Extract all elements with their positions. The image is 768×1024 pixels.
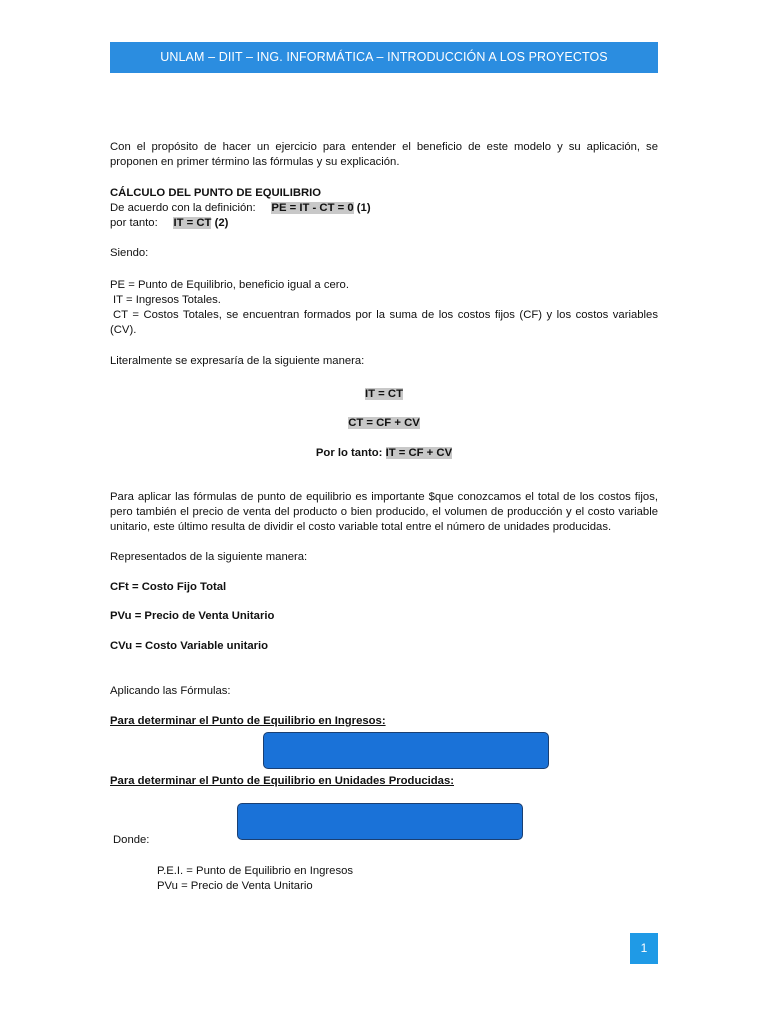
page-number: 1 <box>630 933 658 964</box>
equation-2 <box>110 416 658 431</box>
pvu-unit-definition: PVu = Precio de Venta Unitario <box>157 880 313 892</box>
pe-formula-ref: (1) <box>356 202 371 214</box>
it-ct-formula: IT = CT <box>173 217 212 229</box>
equation-2-text: CT = CF + CV <box>348 417 420 429</box>
pei-definition: P.E.I. = Punto de Equilibrio en Ingresos <box>157 865 354 877</box>
where-label: Donde: <box>113 834 150 846</box>
page-header: UNLAM – DIIT – ING. INFORMÁTICA – INTRODUCCIÓN A LOS PROYECTOS INFORMÁTICOS <box>110 42 658 73</box>
intro-paragraph: Con el propósito de hacer un ejercicio para entender el beneficio de este modelo y su aplicación, se proponen en primer término las fórmulas y su explicación. <box>110 141 658 168</box>
pe-income-heading: Para determinar el Punto de Equilibrio en Ingresos: <box>110 715 386 727</box>
section-heading: CÁLCULO DEL PUNTO DE EQUILIBRIO <box>110 187 322 199</box>
equation-3-prefix: Por lo tanto: <box>315 447 383 459</box>
pvu-definition: PVu = Precio de Venta Unitario <box>110 610 275 622</box>
ct-definition: CT = Costos Totales, se encuentran formados por la suma de los costos fijos (CF) y los costos variables (CV). <box>110 309 658 336</box>
definition-prefix: De acuerdo con la definición: <box>110 202 256 214</box>
pe-definition: PE = Punto de Equilibrio, beneficio igual a cero. <box>110 279 349 291</box>
siendo-label: Siendo: <box>110 247 149 259</box>
represented-text: Representados de la siguiente manera: <box>110 551 308 563</box>
equation-3-text: IT = CF + CV <box>385 447 453 459</box>
therefore-line <box>110 216 228 231</box>
equation-3 <box>110 446 658 461</box>
it-definition: IT = Ingresos Totales. <box>113 294 221 306</box>
applying-formulas-text: Aplicando las Fórmulas: <box>110 685 231 697</box>
therefore-prefix: por tanto: <box>110 217 158 229</box>
pe-units-heading: Para determinar el Punto de Equilibrio en Unidades Producidas: <box>110 775 454 787</box>
pe-income-formula-box <box>263 732 549 769</box>
cft-definition: CFt = Costo Fijo Total <box>110 581 227 593</box>
apply-paragraph: Para aplicar las fórmulas de punto de equilibrio es importante $que conozcamos el total de los costos fijos, pero también el precio de venta del producto o bien producido, el volumen de producción y el costo variable unitario, este último resulta de dividir el costo variable total entre el número de unidades producidas. <box>110 491 658 533</box>
cvu-definition: CVu = Costo Variable unitario <box>110 640 269 652</box>
definition-line <box>110 201 371 216</box>
pe-formula: PE = IT - CT = 0 <box>271 202 354 214</box>
it-ct-formula-ref: (2) <box>214 217 229 229</box>
equation-1 <box>110 387 658 402</box>
equation-1-text: IT = CT <box>365 388 403 400</box>
literal-text: Literalmente se expresaría de la siguiente manera: <box>110 355 365 367</box>
pe-units-formula-box <box>237 803 523 840</box>
